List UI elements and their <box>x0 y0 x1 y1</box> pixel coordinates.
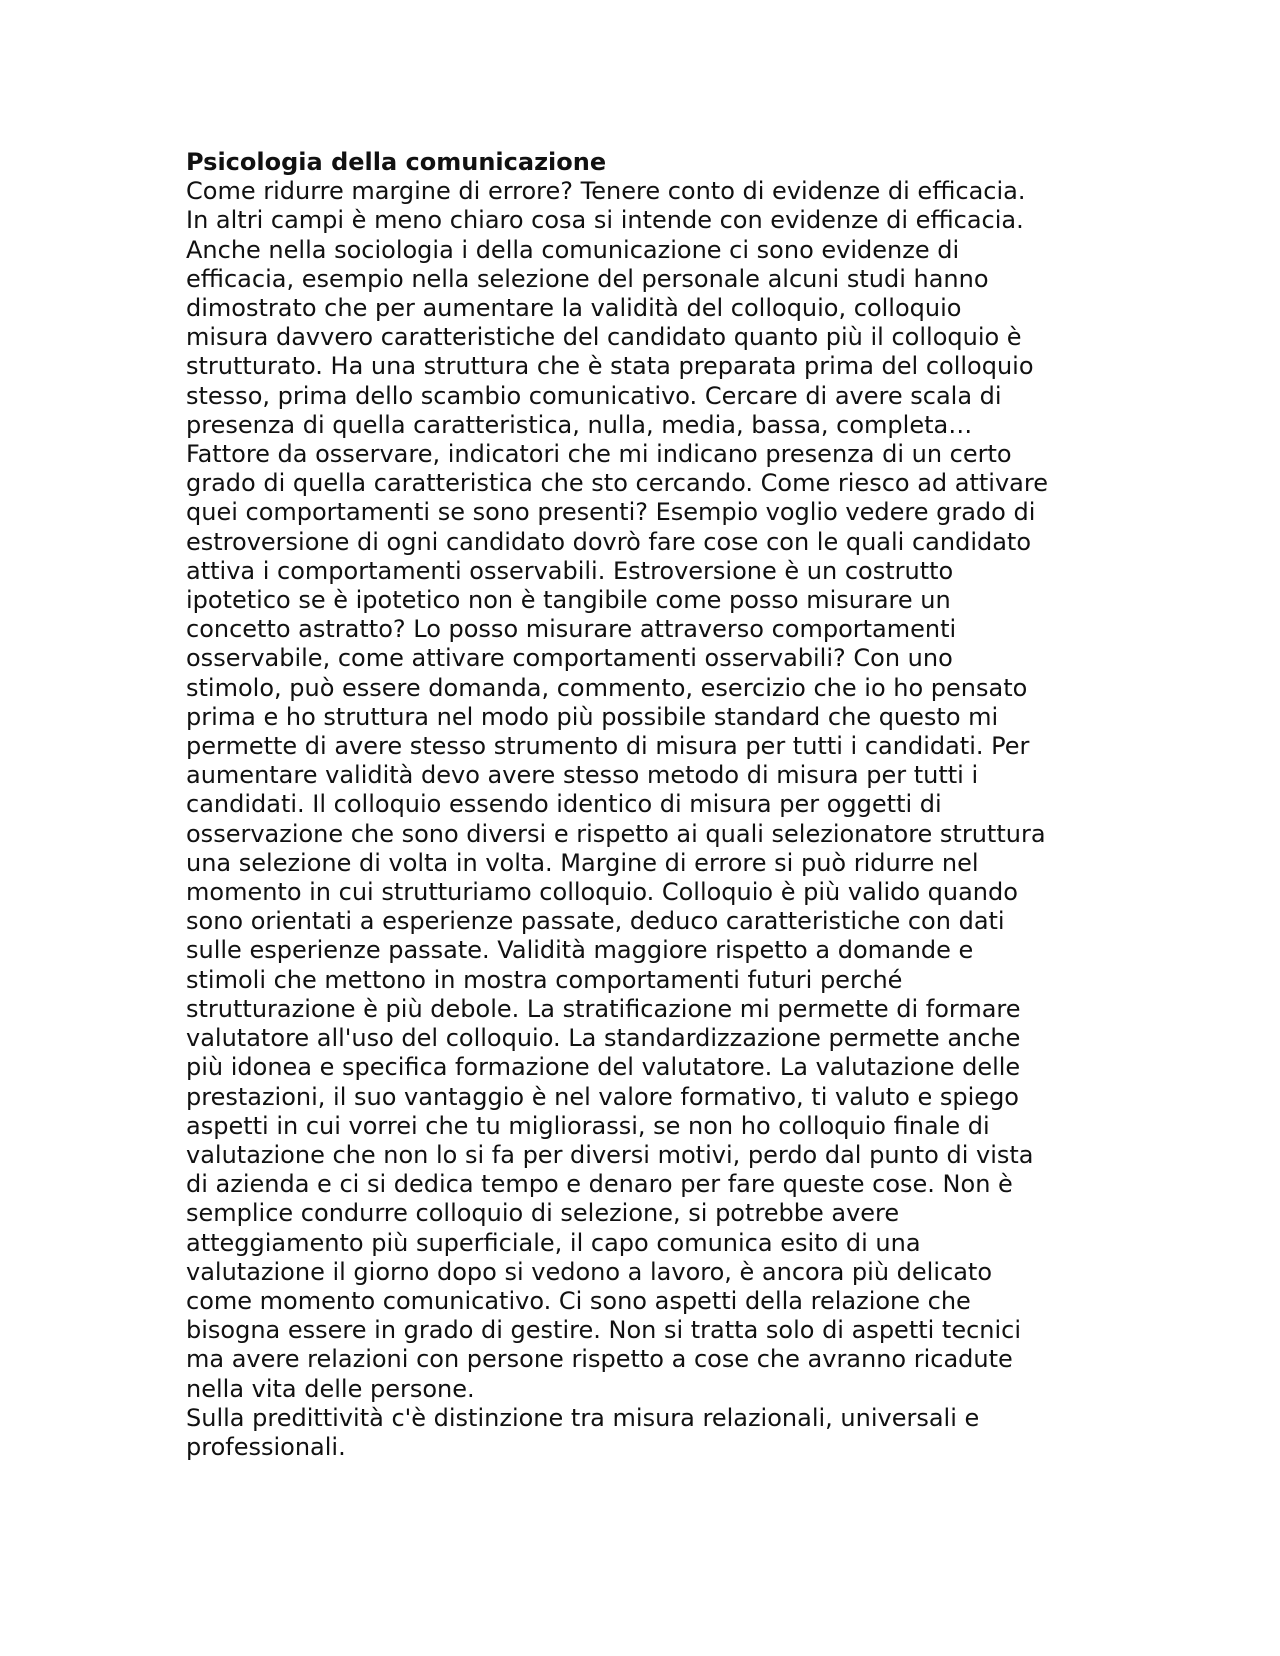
document-title: Psicologia della comunicazione <box>186 148 607 176</box>
paragraph-closing: Sulla predittività c'è distinzione tra misura relazionali, universali e professionali. <box>186 1403 980 1461</box>
paragraph-main: Come ridurre margine di errore? Tenere conto di evidenze di efficacia. In altri campi è meno chiaro cosa si intende con evidenze di efficacia. Anche nella sociologia i della comunicazione ci sono evidenze di efficacia, esempio nella selezione del personale alcuni studi hanno dimostrato che per aumentare la validità del colloquio, colloquio misura davvero caratteristiche del candidato quanto più il colloquio è strutturato. Ha una struttura che è stata preparata prima del colloquio stesso, prima dello scambio comunicativo. Cercare di avere scala di presenza di quella caratteristica, nulla, media, bassa, completa… Fattore da osservare, indicatori che mi indicano presenza di un certo grado di quella caratteristica che sto cercando. Come riesco ad attivare quei comportamenti se sono presenti? Esempio voglio vedere grado di estroversione di ogni candidato dovrò fare cose con le quali candidato attiva i comportamenti osservabili. Estroversione è un costrutto ipotetico se è ipotetico non è tangibile come posso misurare un concetto astratto? Lo posso misurare attraverso comportamenti osservabile, come attivare comportamenti osservabili? Con uno stimolo, può essere domanda, commento, esercizio che io ho pensato prima e ho struttura nel modo più possibile standard che questo mi permette di avere stesso strumento di misura per tutti i candidati. Per aumentare validità devo avere stesso metodo di misura per tutti i candidati. Il colloquio essendo identico di misura per oggetti di osservazione che sono diversi e rispetto ai quali selezionatore struttura una selezione di volta in volta. Margine di errore si può ridurre nel momento in cui strutturiamo colloquio. Colloquio è più valido quando sono orientati a esperienze passate, deduco caratteristiche con dati sulle esperienze passate. Validità maggiore rispetto a domande e stimoli che mettono in mostra comportamenti futuri perché strutturazione è più debole. La stratificazione mi permette di formare valutatore all'uso del colloquio. La standardizzazione permette anche più idonea e specifica formazione del valutatore. La valutazione delle prestazioni, il suo vantaggio è nel valore formativo, ti valuto e spiego aspetti in cui vorrei che tu migliorassi, se non ho colloquio finale di valutazione che non lo si fa per diversi motivi, perdo dal punto di vista di azienda e ci si dedica tempo e denaro per fare queste cose. Non è semplice condurre colloquio di selezione, si potrebbe avere atteggiamento più superficiale, il capo comunica esito di una valutazione il giorno dopo si vedono a lavoro, è ancora più delicato come momento comunicativo. Ci sono aspetti della relazione che bisogna essere in grado di gestire. Non si tratta solo di aspetti tecnici ma avere relazioni con persone rispetto a cose che avranno ricadute nella vita delle persone. <box>186 177 1048 1403</box>
document-body <box>186 148 1106 1462</box>
